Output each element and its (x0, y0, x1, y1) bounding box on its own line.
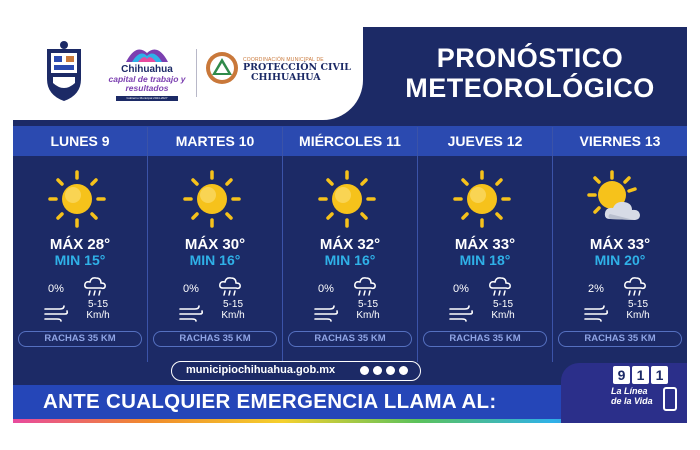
day-name: VIERNES 13 (579, 133, 661, 149)
title-line-1: PRONÓSTICO (436, 43, 624, 73)
wind-unit: Km/h (356, 310, 380, 321)
sun-icon (182, 169, 242, 229)
rain-probability: 0% (48, 283, 64, 295)
wind-speed (208, 299, 258, 321)
sun-icon (317, 169, 377, 229)
rain-probability: 0% (183, 283, 199, 295)
rain-cloud-icon (353, 276, 377, 298)
logo-divider (196, 49, 197, 97)
facebook-icon[interactable] (373, 366, 382, 375)
wind-speed (478, 299, 528, 321)
day-forecast (283, 159, 417, 349)
min-temperature: MIN 18° (459, 252, 511, 268)
mountain-logo-icon (124, 41, 170, 63)
forecast-poster (13, 27, 687, 423)
pc-title-line-1: PROTECCIÓN CIVIL (243, 62, 351, 73)
linea-de-la-vida-text (611, 386, 653, 406)
day-name: LUNES 9 (50, 133, 110, 149)
max-temperature: MÁX 33° (589, 236, 651, 253)
emergency-message: ANTE CUALQUIER EMERGENCIA LLAMA AL: (43, 390, 497, 413)
municipal-coat-of-arms-icon (41, 41, 87, 103)
wind-icon (313, 304, 339, 322)
max-temperature: MÁX 30° (184, 236, 246, 253)
linea-line-2: de la Vida (611, 396, 653, 406)
max-temperature: MÁX 32° (319, 236, 381, 253)
rain-cloud-icon (218, 276, 242, 298)
instagram-icon[interactable] (386, 366, 395, 375)
wind-unit: Km/h (626, 310, 650, 321)
gusts-badge: RACHAS 35 KM (558, 331, 682, 347)
wind-icon (178, 304, 204, 322)
proteccion-civil-logo (205, 51, 355, 95)
min-temperature: MIN 15° (54, 252, 106, 268)
digit: 1 (651, 366, 668, 384)
wind-range: 5-15 (357, 299, 378, 310)
rain-probability: 0% (318, 283, 334, 295)
page-title (393, 43, 667, 103)
day-name: JUEVES 12 (447, 133, 523, 149)
title-line-2: METEOROLÓGICO (405, 73, 655, 103)
day-forecast (418, 159, 552, 349)
day-name: MARTES 10 (175, 133, 255, 149)
wind-unit: Km/h (86, 310, 110, 321)
gusts-badge: RACHAS 35 KM (288, 331, 412, 347)
wind-range: 5-15 (87, 299, 108, 310)
digit: 1 (632, 366, 649, 384)
municipality-name: Chihuahua (121, 64, 173, 75)
wind-icon (583, 304, 609, 322)
emergency-911-badge[interactable] (561, 363, 687, 423)
linea-line-1: La Línea (611, 386, 648, 396)
wind-unit: Km/h (221, 310, 245, 321)
digits-911 (613, 366, 670, 385)
wind-speed (343, 299, 393, 321)
rain-cloud-icon (83, 276, 107, 298)
day-header-bar (13, 126, 687, 156)
day-forecast (148, 159, 282, 349)
civil-protection-badge-icon (205, 51, 239, 85)
sun-icon (452, 169, 512, 229)
chihuahua-logo (101, 41, 193, 107)
wind-speed (73, 299, 123, 321)
website-link[interactable]: municipiochihuahua.gob.mx (186, 364, 336, 376)
pc-subtitle: COORDINACIÓN MUNICIPAL DE (243, 57, 324, 63)
rain-cloud-icon (488, 276, 512, 298)
wind-unit: Km/h (491, 310, 515, 321)
wind-range: 5-15 (627, 299, 648, 310)
wind-icon (448, 304, 474, 322)
day-forecast (553, 159, 687, 349)
municipality-term-bar: Gobierno Municipal 2024-2027 (116, 96, 178, 101)
rain-cloud-icon (623, 276, 647, 298)
min-temperature: MIN 20° (594, 252, 646, 268)
gusts-badge: RACHAS 35 KM (153, 331, 277, 347)
max-temperature: MÁX 28° (49, 236, 111, 253)
wind-range: 5-15 (222, 299, 243, 310)
website-pill[interactable] (171, 361, 421, 381)
max-temperature: MÁX 33° (454, 236, 516, 253)
sun-cloud-icon (583, 169, 649, 229)
pc-title (243, 63, 351, 83)
logo-panel (13, 27, 363, 120)
x-icon[interactable] (360, 366, 369, 375)
digit: 9 (613, 366, 630, 384)
gusts-badge: RACHAS 35 KM (423, 331, 547, 347)
min-temperature: MIN 16° (189, 252, 241, 268)
min-temperature: MIN 16° (324, 252, 376, 268)
gusts-badge: RACHAS 35 KM (18, 331, 142, 347)
wind-range: 5-15 (492, 299, 513, 310)
wind-speed (613, 299, 663, 321)
municipality-slogan: capital de trabajo y resultados (108, 74, 186, 93)
threads-icon[interactable] (399, 366, 408, 375)
rain-probability: 2% (588, 283, 604, 295)
pc-title-line-2: CHIHUAHUA (251, 72, 321, 83)
day-forecast (13, 159, 147, 349)
phone-icon (663, 387, 677, 411)
wind-icon (43, 304, 69, 322)
day-name: MIÉRCOLES 11 (299, 133, 401, 149)
rain-probability: 0% (453, 283, 469, 295)
sun-icon (47, 169, 107, 229)
